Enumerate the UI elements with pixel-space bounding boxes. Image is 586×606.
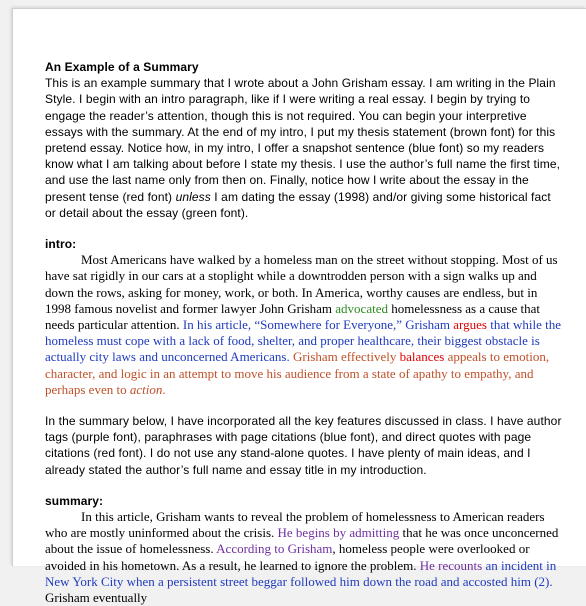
snapshot-sentence-b: that while the homeless must cope with a lack of food, shelter, and proper healthcare, their biggest obstacle is actually city laws and unconcerned Americans.: [45, 317, 561, 365]
summary-paragraph: [45, 509, 565, 606]
thesis-end: .: [162, 381, 166, 397]
present-tense-balances: balances: [399, 349, 445, 365]
date-verb-green: advocated: [335, 300, 388, 316]
example-paragraph: [45, 75, 565, 221]
summary-heading: summary:: [45, 493, 104, 508]
example-text: This is an example summary that I wrote about a John Grisham essay. I am writing in the Plain Style. I begin with an intro paragraph, like if I were writing a real essay. I begin by trying to engage the reader’s attention, though this is not required. You can begin your interpretive essays with the summary. At the end of my intro, I put my thesis statement (brown font) for this pretend essay. Notice how, in my intro, I offer a snapshot sentence (blue font) so my readers know what I am talking about before I state my thesis. I use the author’s full name the first time, and use the last name only from then on. Finally, notice how I write about the essay in the present tense (red font): [45, 76, 561, 204]
unless-emphasis: unless: [175, 189, 211, 204]
thesis-action: action: [129, 381, 163, 397]
snapshot-sentence-a: In his article, “Somewhere for Everyone,” Grisham: [182, 317, 454, 333]
author-tag-3: He recounts: [419, 557, 483, 573]
present-tense-argues: argues: [453, 317, 487, 333]
summary-note-paragraph: In the summary below, I have incorporated all the key features discussed in class. I have author tags (purple font), paraphrases with page citations (blue font), and direct quotes with page citations (red font). I do not use any stand-alone quotes. I have plenty of main ideas, and I already stated the author’s full name and essay title in my introduction.: [45, 414, 562, 477]
author-tag-2: According to Grisham: [216, 541, 333, 557]
intro-sentence-end: homelessness as a cause that needs particular attention.: [45, 300, 540, 333]
summary-text-c: , homeless people were overlooked or avoided in his hometown. As a result, he learned to ignore the problem.: [45, 541, 530, 573]
summary-text-a: In this article, Grisham wants to reveal the problem of homelessness to American readers who are mostly uninformed about the crisis.: [45, 509, 545, 541]
intro-sentence: Most Americans have walked by a homeless man on the street without stopping. Most of us have sat rigidly in our cars at a stoplight while a downtrodden person with a sign walks up and down the rows, asking for money, work, or both. In America, worthy causes are endless, but in 1998 famous novelist and former lawyer John Grisham: [45, 252, 558, 316]
example-heading: An Example of a Summary: [45, 60, 199, 74]
intro-heading: intro:: [45, 237, 77, 252]
example-text-end: I am dating the essay (1998) and/or giving some historical fact or detail about the essay (green font).: [45, 189, 551, 220]
paraphrase-citation: an incident in New York City when a persistent street beggar followed him down the road and accosted him (2).: [45, 557, 557, 589]
thesis-a: Grisham effectively: [293, 349, 400, 365]
intro-paragraph: [45, 252, 565, 398]
document-page: [12, 8, 586, 606]
thesis-b: appeals to emotion, character, and logic in an attempt to move his audience from a state of apathy to empathy, and perhaps even to: [45, 349, 550, 397]
summary-text-e: Grisham eventually: [45, 590, 148, 606]
author-tag-1: He begins by admitting: [277, 525, 400, 541]
summary-text-b: that he was once unconcerned about the issue of homelessness.: [45, 525, 559, 557]
document-content: [45, 59, 565, 606]
